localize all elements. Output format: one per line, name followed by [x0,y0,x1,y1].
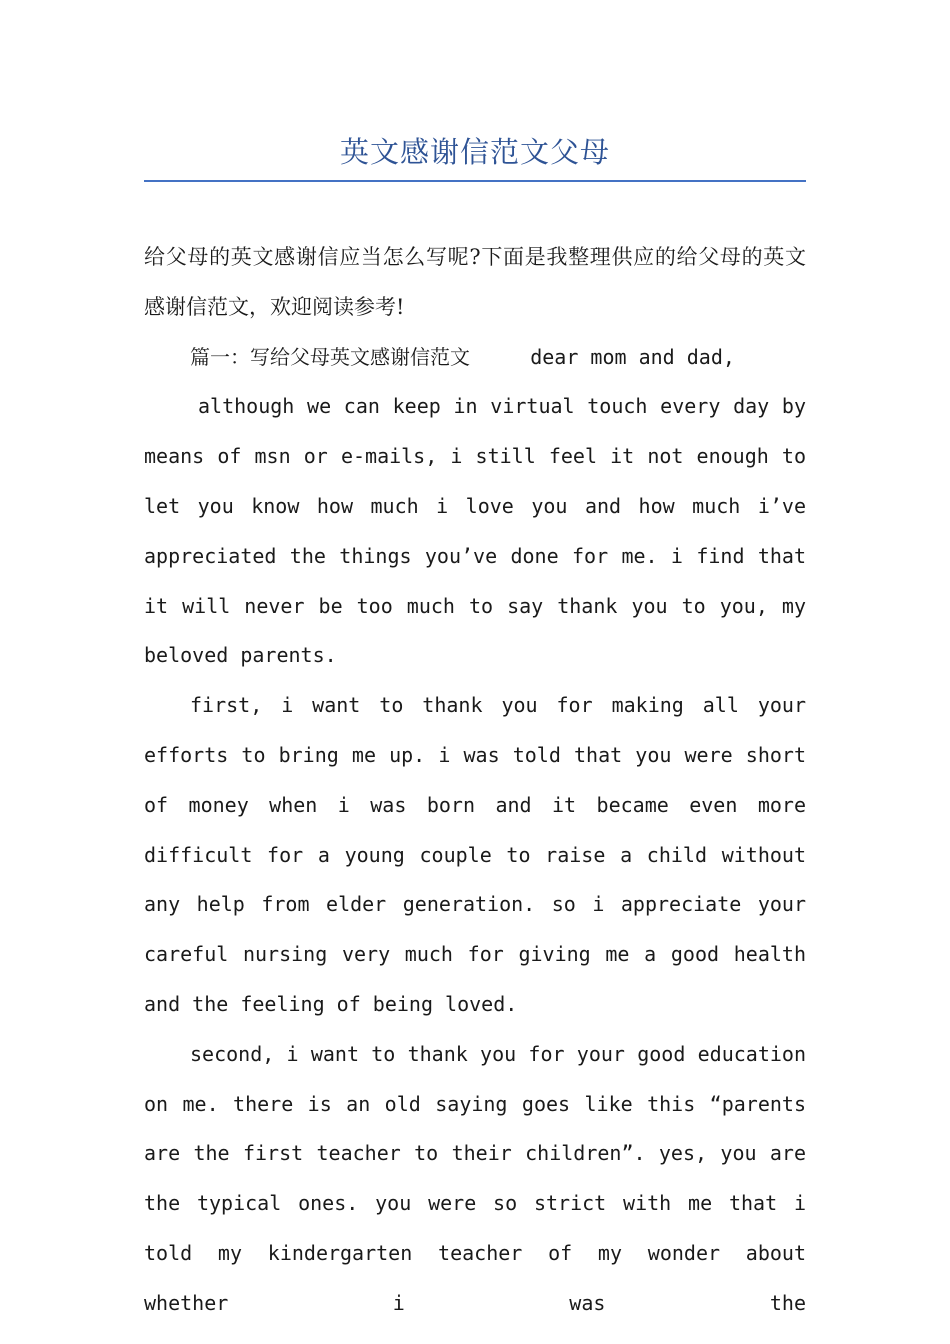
section-heading: 篇一：写给父母英文感谢信范文 [190,344,470,369]
letter-salutation: dear mom and dad, [530,344,735,369]
document-body [144,233,806,1329]
title-underline [144,180,806,182]
section-heading-line [144,333,806,383]
intro-paragraph: 给父母的英文感谢信应当怎么写呢?下面是我整理供应的给父母的英文感谢信范文，欢迎阅读参考! [144,245,806,319]
letter-paragraph: although we can keep in virtual touch every day by means of msn or e-mails, i still feel it not enough to let you know how much i love you and how much i’ve appreciated the things you’ve done for me. i find that it will never be too much to say thank you to you, my beloved parents. [144,394,806,668]
document-title: 英文感谢信范文父母 [339,135,610,169]
letter-paragraph: first, i want to thank you for making all your efforts to bring me up. i was told that you were short of money when i was born and it became even more difficult for a young couple to raise a child without any help from elder generation. so i appreciate your careful nursing very much for giving me a good health and the feeling of being loved. [144,693,806,1016]
letter-paragraph: second, i want to thank you for your good education on me. there is an old saying goes like this “parents are the first teacher to their children”. yes, you are the typical ones. you were so strict with me that i told my kindergarten teacher of my wonder about whether i was the [144,1041,806,1315]
